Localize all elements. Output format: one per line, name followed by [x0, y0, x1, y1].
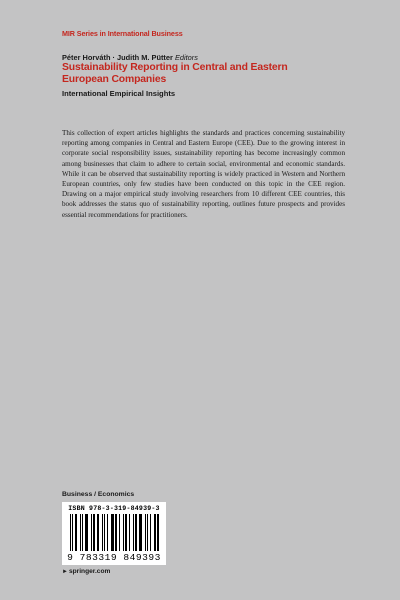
- series-name: MIR Series in International Business: [62, 29, 183, 38]
- publisher-website[interactable]: [62, 568, 110, 575]
- isbn-barcode: [62, 502, 166, 565]
- book-description: This collection of expert articles highlights the standards and practices concerning sustainability reporting among companies in Central and Eastern Europe (CEE). Due to the growing interest in corporate social responsibility issues, sustainability reporting has become increasingly common among businesses that claim to adhere to certain social, environmental and economic standards. While it can be observed that sustainability reporting is widely practiced in Western and Northern European countries, only few studies have been conducted on this topic in the CEE region. Drawing on a major empirical study involving researchers from 10 different CEE countries, this book addresses the status quo of sustainability reporting, outlines future prospects and provides essential recommendations for practitioners.: [62, 129, 345, 219]
- ean-number: 9 783319 849393: [67, 552, 161, 563]
- barcode-bar: [145, 514, 146, 551]
- barcode-bar: [91, 514, 92, 551]
- barcode-bar: [82, 514, 83, 551]
- barcode-bar: [97, 514, 99, 551]
- book-title: Sustainability Reporting in Central and Eastern European Companies: [62, 62, 288, 86]
- barcode-bar: [135, 514, 137, 551]
- barcode-bar: [72, 514, 73, 551]
- barcode-bar: [93, 514, 95, 551]
- book-subtitle: International Empirical Insights: [62, 89, 176, 98]
- barcode-bar: [102, 514, 103, 551]
- barcode-bar: [139, 514, 142, 551]
- barcode-bar: [80, 514, 81, 551]
- editors-line: [62, 53, 198, 62]
- barcode-bar: [119, 514, 120, 551]
- barcode-bar: [111, 514, 114, 551]
- editor-names: Péter Horváth · Judith M. Pütter: [62, 53, 173, 62]
- barcode-bar: [70, 514, 71, 551]
- barcode-bar: [104, 514, 105, 551]
- barcode-bar: [123, 514, 124, 551]
- editors-label: Editors: [174, 53, 198, 62]
- isbn-number: ISBN 978-3-319-84939-3: [68, 505, 160, 512]
- barcode-bar: [129, 514, 130, 551]
- barcode-bars: [70, 514, 163, 551]
- arrow-icon: ►: [62, 569, 68, 575]
- barcode-bar: [147, 514, 148, 551]
- barcode-bar: [154, 514, 156, 551]
- barcode-bar: [150, 514, 151, 551]
- barcode-bar: [75, 514, 77, 551]
- website-label: springer.com: [68, 568, 111, 575]
- barcode-bar: [125, 514, 127, 551]
- barcode-bar: [85, 514, 88, 551]
- barcode-bar: [115, 514, 117, 551]
- barcode-bar: [157, 514, 159, 551]
- barcode-bar: [107, 514, 108, 551]
- subject-category: Business / Economics: [62, 491, 135, 498]
- barcode-bar: [133, 514, 134, 551]
